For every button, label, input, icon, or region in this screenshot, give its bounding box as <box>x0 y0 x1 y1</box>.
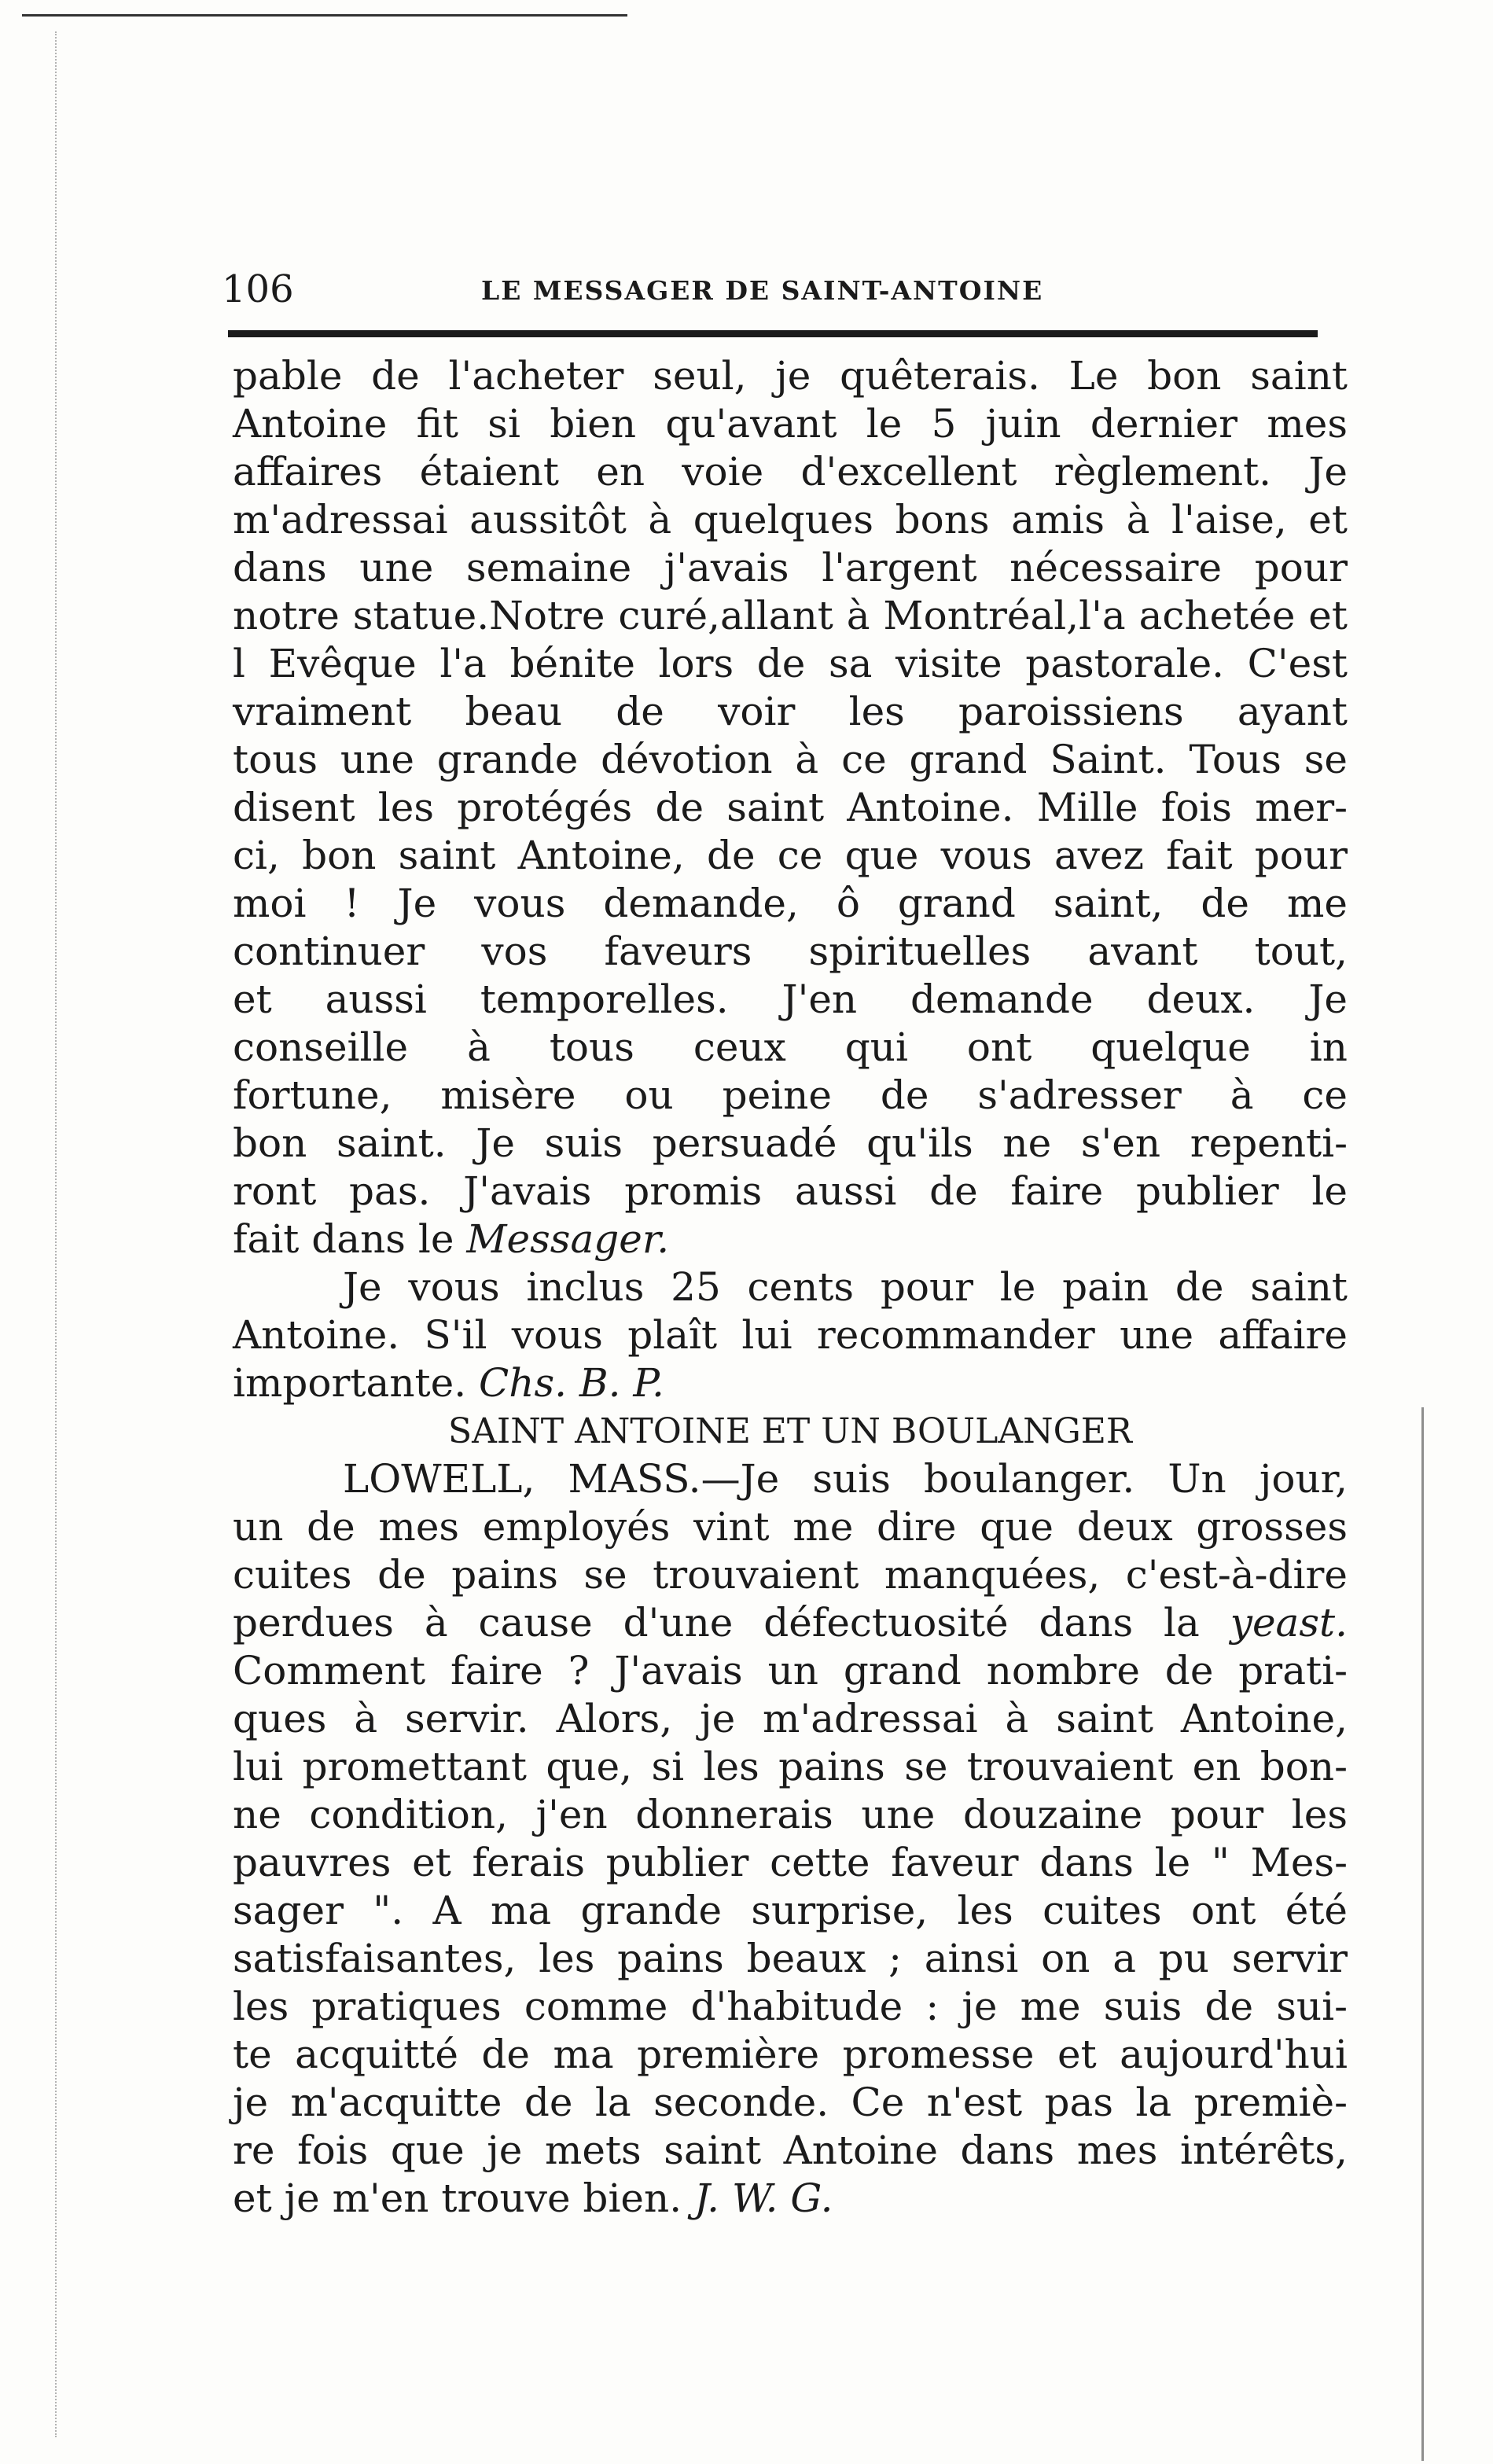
periodical-title: Messager. <box>466 1216 670 1262</box>
text-line: re fois que je mets saint Antoine dans mes intérêts, <box>233 2127 1348 2173</box>
text-line: sager ". A ma grande surprise, les cuites ont été <box>233 1888 1348 1933</box>
text-line: l Evêque l'a bénite lors de sa visite pastorale. C'est <box>233 641 1348 686</box>
text-line: Comment faire ? J'avais un grand nombre de prati- <box>233 1648 1348 1694</box>
text-line: m'adressai aussitôt à quelques bons amis à l'aise, et <box>233 497 1348 542</box>
text-line: un de mes employés vint me dire que deux grosses <box>233 1504 1348 1550</box>
text-line: lui promettant que, si les pains se trouvaient en bon- <box>233 1744 1348 1789</box>
text-line <box>233 1455 1348 1503</box>
right-margin-edge <box>1421 1407 1424 2461</box>
text-line: notre statue.Notre curé,allant à Montréal,l'a achetée et <box>233 593 1348 638</box>
signature: Chs. B. P. <box>479 1360 664 1406</box>
text-run: et je m'en trouve bien. <box>233 2175 695 2221</box>
text-line: et aussi temporelles. J'en demande deux. Je <box>233 976 1348 1022</box>
page-number: 106 <box>222 267 294 311</box>
foreign-word: yeast. <box>1230 1600 1348 1646</box>
text-line: vraiment beau de voir les paroissiens ayant <box>233 689 1348 734</box>
text-line: Antoine fit si bien qu'avant le 5 juin dernier mes <box>233 401 1348 447</box>
running-title: LE MESSAGER DE SAINT-ANTOINE <box>481 275 1044 306</box>
text-line: dans une semaine j'avais l'argent nécessaire pour <box>233 545 1348 590</box>
text-line: pauvres et ferais publier cette faveur dans le " Mes- <box>233 1840 1348 1885</box>
text-run: fait dans le <box>233 1216 467 1262</box>
text-run: importante. <box>233 1360 479 1406</box>
text-line: bon saint. Je suis persuadé qu'ils ne s'en repenti- <box>233 1120 1348 1166</box>
text-line: cuites de pains se trouvaient manquées, c'est-à-dire <box>233 1552 1348 1598</box>
text-run: perdues à cause d'une défectuosité dans la <box>233 1600 1230 1646</box>
text-line: Antoine. S'il vous plaît lui recommander une affaire <box>233 1312 1348 1358</box>
text-line: ci, bon saint Antoine, de ce que vous avez fait pour <box>233 833 1348 878</box>
page-header <box>222 267 1322 322</box>
text-line: moi ! Je vous demande, ô grand saint, de me <box>233 881 1348 926</box>
text-line: tous une grande dévotion à ce grand Saint. Tous se <box>233 737 1348 782</box>
text-line <box>233 1359 1348 1407</box>
text-line: pable de l'acheter seul, je quêterais. Le bon saint <box>233 353 1348 399</box>
text-line: te acquitté de ma première promesse et aujourd'hui <box>233 2032 1348 2077</box>
text-line <box>233 2175 1348 2223</box>
dateline-place: LOWELL, MASS. <box>343 1456 701 1502</box>
text-line: ront pas. J'avais promis aussi de faire publier le <box>233 1168 1348 1214</box>
page-body <box>233 352 1348 2223</box>
text-line: Je vous inclus 25 cents pour le pain de saint <box>343 1264 1348 1310</box>
text-line: conseille à tous ceux qui ont quelque in <box>233 1024 1348 1070</box>
text-line: continuer vos faveurs spirituelles avant tout, <box>233 929 1348 974</box>
signature: J. W. G. <box>694 2175 833 2221</box>
text-line: ne condition, j'en donnerais une douzaine pour les <box>233 1792 1348 1837</box>
text-line: ques à servir. Alors, je m'adressai à saint Antoine, <box>233 1696 1348 1741</box>
text-line <box>233 1215 1348 1263</box>
text-line: disent les protégés de saint Antoine. Mille fois mer- <box>233 785 1348 830</box>
section-heading: SAINT ANTOINE ET UN BOULANGER <box>447 1411 1133 1451</box>
header-rule <box>228 330 1318 337</box>
text-run: —Je suis boulanger. Un jour, <box>701 1456 1348 1502</box>
text-line: je m'acquitte de la seconde. Ce n'est pas la premiè- <box>233 2080 1348 2125</box>
text-line: fortune, misère ou peine de s'adresser à ce <box>233 1072 1348 1118</box>
text-line: affaires étaient en voie d'excellent règlement. Je <box>233 449 1348 495</box>
text-line: satisfaisantes, les pains beaux ; ainsi on a pu servir <box>233 1936 1348 1981</box>
text-line: les pratiques comme d'habitude : je me suis de sui- <box>233 1984 1348 2029</box>
top-border-line <box>22 14 627 17</box>
text-line <box>233 1599 1348 1647</box>
left-margin-specks <box>55 31 61 2437</box>
